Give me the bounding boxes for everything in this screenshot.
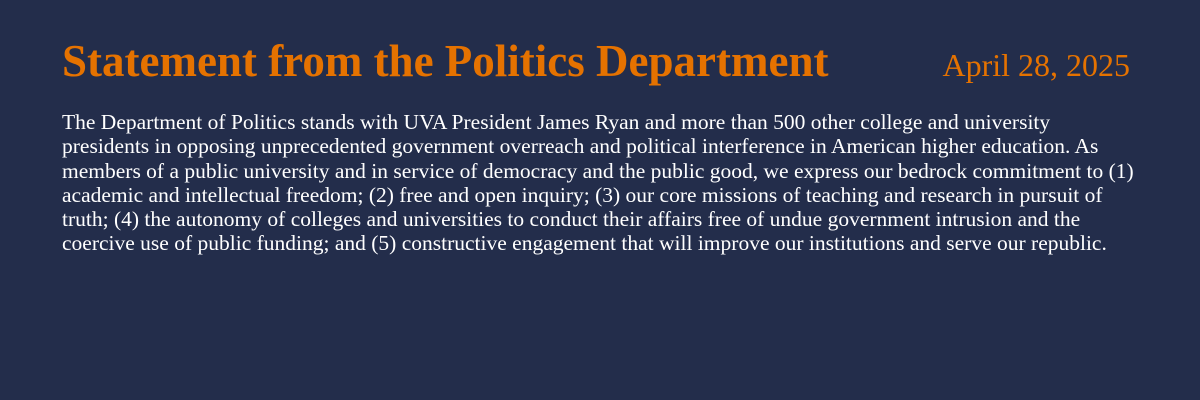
statement-body: The Department of Politics stands with UVA President James Ryan and more than 500 other college and university presidents in opposing unprecedented government overreach and political interference in American higher education. As members of a public university and in service of democracy and the public good, we express our bedrock commitment to (1) academic and intellectual freedom; (2) free and open inquiry; (3) our core missions of teaching and research in pursuit of truth; (4) the autonomy of colleges and universities to conduct their affairs free of undue government intrusion and the coercive use of public funding; and (5) constructive engagement that will improve our institutions and serve our republic. (62, 110, 1134, 256)
statement-title: Statement from the Politics Department (62, 36, 829, 86)
statement-date: April 28, 2025 (942, 47, 1130, 83)
header-row (62, 34, 1130, 88)
